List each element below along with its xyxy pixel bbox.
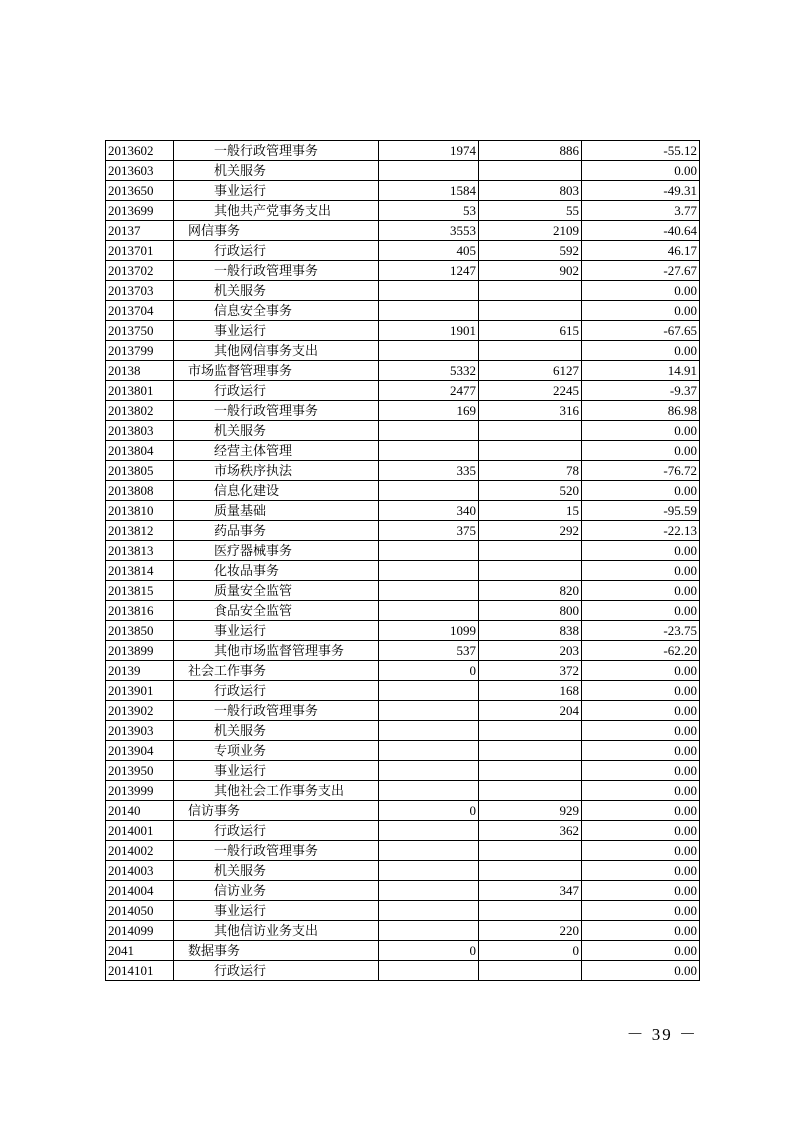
- subject-name-cell: 信息安全事务: [174, 301, 379, 321]
- table-row: [106, 801, 700, 821]
- prior-year-value-cell: [379, 841, 479, 861]
- subject-code-cell: 2013799: [106, 341, 174, 361]
- change-rate-cell: 0.00: [582, 341, 700, 361]
- change-rate-cell: 0.00: [582, 281, 700, 301]
- current-year-value-cell: 362: [479, 821, 582, 841]
- change-rate-cell: 0.00: [582, 921, 700, 941]
- change-rate-cell: -9.37: [582, 381, 700, 401]
- subject-code-cell: 2013814: [106, 561, 174, 581]
- prior-year-value-cell: [379, 701, 479, 721]
- table-row: [106, 201, 700, 221]
- table-row: [106, 141, 700, 161]
- change-rate-cell: 0.00: [582, 761, 700, 781]
- prior-year-value-cell: [379, 581, 479, 601]
- subject-code-cell: 2013808: [106, 481, 174, 501]
- current-year-value-cell: 6127: [479, 361, 582, 381]
- table-row: [106, 341, 700, 361]
- change-rate-cell: 0.00: [582, 781, 700, 801]
- table-row: [106, 421, 700, 441]
- current-year-value-cell: 220: [479, 921, 582, 941]
- change-rate-cell: 0.00: [582, 601, 700, 621]
- prior-year-value-cell: 1247: [379, 261, 479, 281]
- subject-code-cell: 2014101: [106, 961, 174, 981]
- subject-code-cell: 2013816: [106, 601, 174, 621]
- subject-code-cell: 2013813: [106, 541, 174, 561]
- page-number: － 39 －: [626, 1025, 698, 1044]
- change-rate-cell: 0.00: [582, 441, 700, 461]
- current-year-value-cell: 0: [479, 941, 582, 961]
- table-row: [106, 181, 700, 201]
- subject-code-cell: 2013805: [106, 461, 174, 481]
- subject-name-cell: 事业运行: [174, 321, 379, 341]
- change-rate-cell: 46.17: [582, 241, 700, 261]
- subject-name-cell: 一般行政管理事务: [174, 701, 379, 721]
- subject-code-cell: 2013603: [106, 161, 174, 181]
- subject-code-cell: 2013950: [106, 761, 174, 781]
- subject-name-cell: 食品安全监管: [174, 601, 379, 621]
- subject-code-cell: 20138: [106, 361, 174, 381]
- prior-year-value-cell: [379, 821, 479, 841]
- subject-name-cell: 行政运行: [174, 681, 379, 701]
- change-rate-cell: 0.00: [582, 421, 700, 441]
- prior-year-value-cell: 53: [379, 201, 479, 221]
- change-rate-cell: -62.20: [582, 641, 700, 661]
- subject-name-cell: 机关服务: [174, 421, 379, 441]
- table-row: [106, 501, 700, 521]
- table-row: [106, 901, 700, 921]
- current-year-value-cell: 55: [479, 201, 582, 221]
- prior-year-value-cell: [379, 301, 479, 321]
- table-row: [106, 321, 700, 341]
- current-year-value-cell: [479, 421, 582, 441]
- current-year-value-cell: 838: [479, 621, 582, 641]
- prior-year-value-cell: [379, 901, 479, 921]
- subject-name-cell: 一般行政管理事务: [174, 141, 379, 161]
- change-rate-cell: 0.00: [582, 561, 700, 581]
- subject-code-cell: 2013812: [106, 521, 174, 541]
- table-row: [106, 861, 700, 881]
- prior-year-value-cell: 1974: [379, 141, 479, 161]
- subject-name-cell: 一般行政管理事务: [174, 401, 379, 421]
- subject-code-cell: 2013699: [106, 201, 174, 221]
- change-rate-cell: -22.13: [582, 521, 700, 541]
- current-year-value-cell: 15: [479, 501, 582, 521]
- change-rate-cell: 0.00: [582, 301, 700, 321]
- table-row: [106, 481, 700, 501]
- prior-year-value-cell: 537: [379, 641, 479, 661]
- change-rate-cell: 0.00: [582, 681, 700, 701]
- subject-code-cell: 2013903: [106, 721, 174, 741]
- change-rate-cell: 0.00: [582, 481, 700, 501]
- subject-name-cell: 行政运行: [174, 821, 379, 841]
- table-row: [106, 881, 700, 901]
- subject-code-cell: 2013802: [106, 401, 174, 421]
- prior-year-value-cell: [379, 861, 479, 881]
- change-rate-cell: 0.00: [582, 661, 700, 681]
- subject-name-cell: 其他网信事务支出: [174, 341, 379, 361]
- table-row: [106, 941, 700, 961]
- table-row: [106, 641, 700, 661]
- subject-name-cell: 其他社会工作事务支出: [174, 781, 379, 801]
- subject-name-cell: 事业运行: [174, 621, 379, 641]
- prior-year-value-cell: 1099: [379, 621, 479, 641]
- change-rate-cell: 0.00: [582, 881, 700, 901]
- subject-name-cell: 行政运行: [174, 961, 379, 981]
- prior-year-value-cell: 2477: [379, 381, 479, 401]
- table-row: [106, 301, 700, 321]
- current-year-value-cell: 592: [479, 241, 582, 261]
- subject-code-cell: 2013999: [106, 781, 174, 801]
- change-rate-cell: 14.91: [582, 361, 700, 381]
- current-year-value-cell: [479, 761, 582, 781]
- current-year-value-cell: [479, 861, 582, 881]
- table-row: [106, 541, 700, 561]
- subject-name-cell: 其他共产党事务支出: [174, 201, 379, 221]
- subject-name-cell: 信访事务: [174, 801, 379, 821]
- prior-year-value-cell: 405: [379, 241, 479, 261]
- prior-year-value-cell: [379, 341, 479, 361]
- change-rate-cell: -40.64: [582, 221, 700, 241]
- current-year-value-cell: 372: [479, 661, 582, 681]
- subject-code-cell: 2013850: [106, 621, 174, 641]
- change-rate-cell: 0.00: [582, 161, 700, 181]
- table-row: [106, 461, 700, 481]
- current-year-value-cell: [479, 441, 582, 461]
- subject-name-cell: 化妆品事务: [174, 561, 379, 581]
- current-year-value-cell: [479, 781, 582, 801]
- change-rate-cell: 0.00: [582, 941, 700, 961]
- budget-table-container: [105, 140, 699, 981]
- prior-year-value-cell: 0: [379, 661, 479, 681]
- prior-year-value-cell: 5332: [379, 361, 479, 381]
- prior-year-value-cell: [379, 721, 479, 741]
- subject-code-cell: 2013701: [106, 241, 174, 261]
- change-rate-cell: -67.65: [582, 321, 700, 341]
- current-year-value-cell: 203: [479, 641, 582, 661]
- table-row: [106, 241, 700, 261]
- current-year-value-cell: [479, 161, 582, 181]
- subject-code-cell: 2013810: [106, 501, 174, 521]
- table-row: [106, 701, 700, 721]
- table-row: [106, 921, 700, 941]
- prior-year-value-cell: [379, 421, 479, 441]
- change-rate-cell: 0.00: [582, 841, 700, 861]
- subject-name-cell: 数据事务: [174, 941, 379, 961]
- prior-year-value-cell: 0: [379, 801, 479, 821]
- subject-name-cell: 市场监督管理事务: [174, 361, 379, 381]
- current-year-value-cell: [479, 541, 582, 561]
- current-year-value-cell: [479, 341, 582, 361]
- prior-year-value-cell: [379, 601, 479, 621]
- table-row: [106, 841, 700, 861]
- table-row: [106, 441, 700, 461]
- budget-table: [105, 140, 700, 981]
- change-rate-cell: -23.75: [582, 621, 700, 641]
- change-rate-cell: 3.77: [582, 201, 700, 221]
- prior-year-value-cell: 0: [379, 941, 479, 961]
- subject-code-cell: 20140: [106, 801, 174, 821]
- subject-code-cell: 2014004: [106, 881, 174, 901]
- change-rate-cell: 0.00: [582, 741, 700, 761]
- subject-name-cell: 事业运行: [174, 761, 379, 781]
- subject-name-cell: 行政运行: [174, 381, 379, 401]
- subject-name-cell: 质量基础: [174, 501, 379, 521]
- prior-year-value-cell: 3553: [379, 221, 479, 241]
- prior-year-value-cell: [379, 921, 479, 941]
- subject-code-cell: 2013804: [106, 441, 174, 461]
- prior-year-value-cell: [379, 961, 479, 981]
- subject-code-cell: 2013803: [106, 421, 174, 441]
- prior-year-value-cell: [379, 161, 479, 181]
- current-year-value-cell: 204: [479, 701, 582, 721]
- subject-name-cell: 行政运行: [174, 241, 379, 261]
- change-rate-cell: -27.67: [582, 261, 700, 281]
- table-row: [106, 961, 700, 981]
- current-year-value-cell: [479, 961, 582, 981]
- prior-year-value-cell: 335: [379, 461, 479, 481]
- prior-year-value-cell: [379, 441, 479, 461]
- table-row: [106, 781, 700, 801]
- subject-code-cell: 2013650: [106, 181, 174, 201]
- current-year-value-cell: [479, 901, 582, 921]
- subject-code-cell: 2013801: [106, 381, 174, 401]
- table-row: [106, 761, 700, 781]
- current-year-value-cell: 615: [479, 321, 582, 341]
- change-rate-cell: -55.12: [582, 141, 700, 161]
- change-rate-cell: 0.00: [582, 861, 700, 881]
- prior-year-value-cell: [379, 281, 479, 301]
- change-rate-cell: 0.00: [582, 541, 700, 561]
- subject-code-cell: 20139: [106, 661, 174, 681]
- prior-year-value-cell: [379, 881, 479, 901]
- subject-code-cell: 2013901: [106, 681, 174, 701]
- subject-name-cell: 一般行政管理事务: [174, 841, 379, 861]
- prior-year-value-cell: 340: [379, 501, 479, 521]
- change-rate-cell: 0.00: [582, 801, 700, 821]
- subject-name-cell: 医疗器械事务: [174, 541, 379, 561]
- subject-code-cell: 2013899: [106, 641, 174, 661]
- change-rate-cell: 0.00: [582, 901, 700, 921]
- current-year-value-cell: 316: [479, 401, 582, 421]
- change-rate-cell: -76.72: [582, 461, 700, 481]
- change-rate-cell: 0.00: [582, 701, 700, 721]
- subject-code-cell: 2013602: [106, 141, 174, 161]
- table-row: [106, 161, 700, 181]
- subject-name-cell: 事业运行: [174, 901, 379, 921]
- current-year-value-cell: 520: [479, 481, 582, 501]
- current-year-value-cell: [479, 721, 582, 741]
- subject-name-cell: 机关服务: [174, 281, 379, 301]
- prior-year-value-cell: [379, 481, 479, 501]
- table-row: [106, 681, 700, 701]
- table-row: [106, 581, 700, 601]
- subject-name-cell: 机关服务: [174, 161, 379, 181]
- subject-code-cell: 2041: [106, 941, 174, 961]
- table-row: [106, 261, 700, 281]
- subject-name-cell: 网信事务: [174, 221, 379, 241]
- table-body: [106, 141, 700, 981]
- current-year-value-cell: 2109: [479, 221, 582, 241]
- current-year-value-cell: 820: [479, 581, 582, 601]
- current-year-value-cell: [479, 841, 582, 861]
- subject-code-cell: 2014050: [106, 901, 174, 921]
- subject-code-cell: 2013704: [106, 301, 174, 321]
- current-year-value-cell: [479, 301, 582, 321]
- change-rate-cell: -95.59: [582, 501, 700, 521]
- current-year-value-cell: 2245: [479, 381, 582, 401]
- current-year-value-cell: 929: [479, 801, 582, 821]
- subject-code-cell: 2014003: [106, 861, 174, 881]
- current-year-value-cell: [479, 561, 582, 581]
- subject-name-cell: 专项业务: [174, 741, 379, 761]
- table-row: [106, 521, 700, 541]
- subject-code-cell: 2013815: [106, 581, 174, 601]
- current-year-value-cell: 800: [479, 601, 582, 621]
- subject-code-cell: 2014002: [106, 841, 174, 861]
- subject-code-cell: 2013750: [106, 321, 174, 341]
- subject-name-cell: 一般行政管理事务: [174, 261, 379, 281]
- subject-name-cell: 信息化建设: [174, 481, 379, 501]
- change-rate-cell: 0.00: [582, 721, 700, 741]
- subject-code-cell: 2013902: [106, 701, 174, 721]
- current-year-value-cell: [479, 281, 582, 301]
- table-row: [106, 601, 700, 621]
- table-row: [106, 401, 700, 421]
- prior-year-value-cell: [379, 761, 479, 781]
- prior-year-value-cell: [379, 741, 479, 761]
- subject-name-cell: 经营主体管理: [174, 441, 379, 461]
- subject-name-cell: 信访业务: [174, 881, 379, 901]
- current-year-value-cell: 168: [479, 681, 582, 701]
- subject-code-cell: 20137: [106, 221, 174, 241]
- prior-year-value-cell: 169: [379, 401, 479, 421]
- current-year-value-cell: 803: [479, 181, 582, 201]
- current-year-value-cell: [479, 741, 582, 761]
- prior-year-value-cell: [379, 781, 479, 801]
- subject-name-cell: 机关服务: [174, 861, 379, 881]
- subject-name-cell: 药品事务: [174, 521, 379, 541]
- prior-year-value-cell: 375: [379, 521, 479, 541]
- subject-name-cell: 其他市场监督管理事务: [174, 641, 379, 661]
- subject-code-cell: 2014099: [106, 921, 174, 941]
- prior-year-value-cell: 1901: [379, 321, 479, 341]
- change-rate-cell: -49.31: [582, 181, 700, 201]
- change-rate-cell: 86.98: [582, 401, 700, 421]
- table-row: [106, 281, 700, 301]
- table-row: [106, 381, 700, 401]
- subject-name-cell: 市场秩序执法: [174, 461, 379, 481]
- current-year-value-cell: 292: [479, 521, 582, 541]
- table-row: [106, 661, 700, 681]
- subject-code-cell: 2013904: [106, 741, 174, 761]
- table-row: [106, 361, 700, 381]
- prior-year-value-cell: 1584: [379, 181, 479, 201]
- change-rate-cell: 0.00: [582, 961, 700, 981]
- subject-name-cell: 其他信访业务支出: [174, 921, 379, 941]
- table-row: [106, 721, 700, 741]
- table-row: [106, 741, 700, 761]
- subject-code-cell: 2013702: [106, 261, 174, 281]
- current-year-value-cell: 886: [479, 141, 582, 161]
- table-row: [106, 221, 700, 241]
- subject-code-cell: 2014001: [106, 821, 174, 841]
- prior-year-value-cell: [379, 541, 479, 561]
- subject-name-cell: 社会工作事务: [174, 661, 379, 681]
- current-year-value-cell: 78: [479, 461, 582, 481]
- table-row: [106, 821, 700, 841]
- change-rate-cell: 0.00: [582, 581, 700, 601]
- table-row: [106, 621, 700, 641]
- table-row: [106, 561, 700, 581]
- change-rate-cell: 0.00: [582, 821, 700, 841]
- prior-year-value-cell: [379, 681, 479, 701]
- subject-name-cell: 机关服务: [174, 721, 379, 741]
- subject-name-cell: 质量安全监管: [174, 581, 379, 601]
- subject-name-cell: 事业运行: [174, 181, 379, 201]
- current-year-value-cell: 347: [479, 881, 582, 901]
- current-year-value-cell: 902: [479, 261, 582, 281]
- subject-code-cell: 2013703: [106, 281, 174, 301]
- prior-year-value-cell: [379, 561, 479, 581]
